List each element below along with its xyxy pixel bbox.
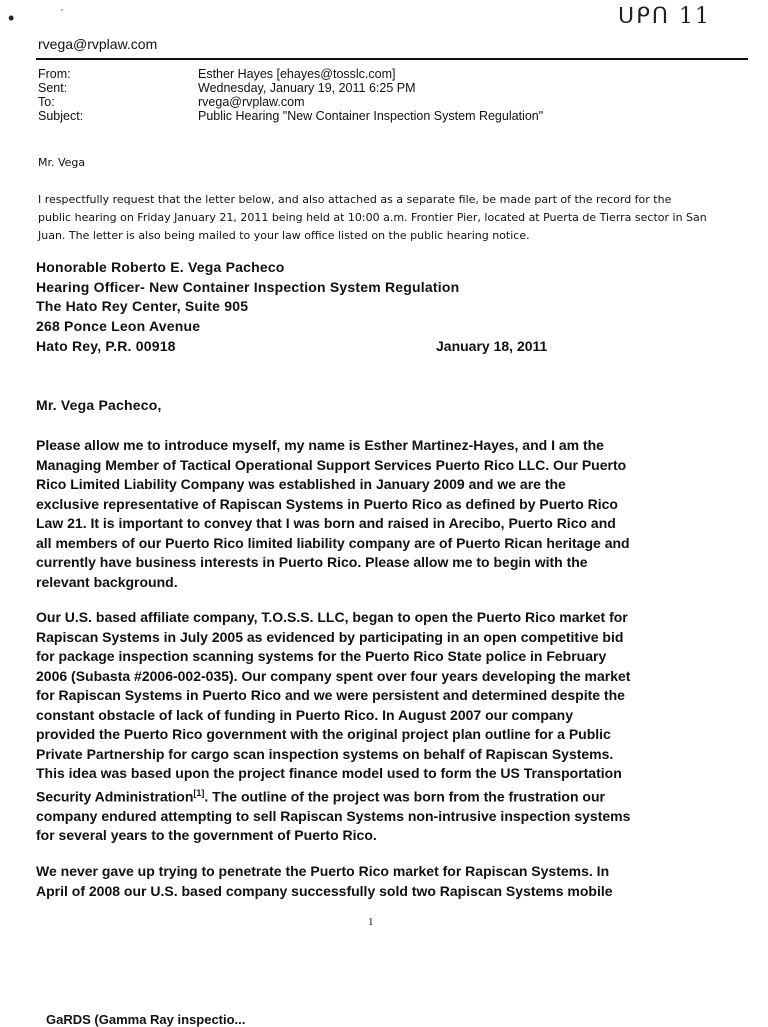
footnote-fragment: GaRDS (Gamma Ray inspectio... [46, 1012, 246, 1027]
text-line: Private Partnership for cargo scan inspection systems on behalf of Rapiscan Systems. [36, 745, 614, 762]
scan-mark: • [8, 8, 15, 28]
text-line: Rico Limited Liability Company was established in January 2009 and we are the [36, 476, 566, 492]
text-line: for several years to the government of Puerto Rico. [36, 827, 377, 844]
text-line: exclusive representative of Rapiscan Systems in Puerto Rico as defined by Puerto Rico [36, 495, 618, 512]
text-line [36, 784, 726, 807]
handwritten-stamp: ᑌᑭᑎ 11 [618, 4, 712, 29]
email-line: I respectfully request that the letter below, and also attached as a separate file, be made part of the record for the [38, 193, 672, 206]
text-line: currently have business interests in Puerto Rico. Please allow me to begin with the [36, 554, 588, 570]
text-line: This idea was based upon the project finance model used to form the US Transportation [36, 765, 622, 781]
text-line: Law 21. It is important to convey that I was born and raised in Arecibo, Puerto Rico and [36, 515, 616, 531]
to-value: rvega@rvplaw.com [198, 95, 305, 109]
text-line: We never gave up trying to penetrate the Puerto Rico market for Rapiscan Systems. In [36, 863, 610, 879]
address-line: Hato Rey, P.R. 00918 [36, 338, 176, 354]
from-value: Esther Hayes [ehayes@tosslc.com] [198, 67, 396, 81]
subject-label: Subject: [38, 109, 84, 123]
sent-value: Wednesday, January 19, 2011 6:25 PM [198, 81, 416, 95]
footnote-reference[interactable]: [1] [193, 787, 205, 798]
sent-label: Sent: [38, 81, 68, 95]
text-line: Our U.S. based affiliate company, T.O.S.S. LLC, began to open the Puerto Rico market for [36, 609, 628, 625]
text-line: for package inspection scanning systems for the Puerto Rico State police in February [36, 648, 607, 664]
address-line: The Hato Rey Center, Suite 905 [36, 298, 249, 314]
letter-date: January 18, 2011 [436, 338, 548, 354]
text-line: Please allow me to introduce myself, my name is Esther Martinez-Hayes, and I am the [36, 437, 604, 453]
paragraph-3 [36, 862, 726, 901]
paragraph-2 [36, 608, 726, 846]
scan-mark: · [60, 2, 64, 16]
text-line: all members of our Puerto Rico limited liability company are of Puerto Rican heritage and [36, 534, 630, 551]
text-line: Rapiscan Systems in July 2005 as evidenced by participating in an open competitive bid [36, 628, 624, 645]
text-line: for Rapiscan Systems in Puerto Rico and we were persistent and determined despite the [36, 687, 625, 703]
paragraph-1 [36, 436, 726, 592]
email-line: Juan. The letter is also being mailed to your law office listed on the public hearing notice. [38, 229, 530, 242]
email-salutation: Mr. Vega [38, 156, 86, 169]
text-fragment: Security Administration [36, 788, 194, 805]
subject-value: Public Hearing "New Container Inspection System Regulation" [198, 109, 544, 123]
letter-greeting: Mr. Vega Pacheco, [36, 397, 162, 413]
text-line: 2006 (Subasta #2006-002-035). Our company spent over four years developing the market [36, 667, 631, 684]
to-label: To: [38, 95, 55, 109]
text-line: Managing Member of Tactical Operational Support Services Puerto Rico LLC. Our Puerto [36, 456, 627, 473]
from-label: From: [38, 67, 71, 81]
text-fragment: . The outline of the project was born from the frustration our [204, 788, 605, 805]
text-line: relevant background. [36, 573, 178, 590]
address-line: Hearing Officer- New Container Inspection System Regulation [36, 279, 460, 295]
text-line: provided the Puerto Rico government with the original project plan outline for a Public [36, 726, 611, 742]
header-divider [36, 58, 748, 60]
address-line: 268 Ponce Leon Avenue [36, 318, 201, 334]
email-account-address: rvega@rvplaw.com [38, 36, 158, 52]
text-line: April of 2008 our U.S. based company successfully sold two Rapiscan Systems mobile [36, 882, 613, 899]
address-line: Honorable Roberto E. Vega Pacheco [36, 259, 285, 275]
text-line: constant obstacle of lack of funding in Puerto Rico. In August 2007 our company [36, 706, 573, 723]
email-line: public hearing on Friday January 21, 2011 being held at 10:00 a.m. Frontier Pier, located at Puerta de Tierra sector in San [38, 211, 707, 224]
page-number: 1 [368, 916, 374, 928]
text-line: company endured attempting to sell Rapiscan Systems non-intrusive inspection systems [36, 807, 631, 824]
